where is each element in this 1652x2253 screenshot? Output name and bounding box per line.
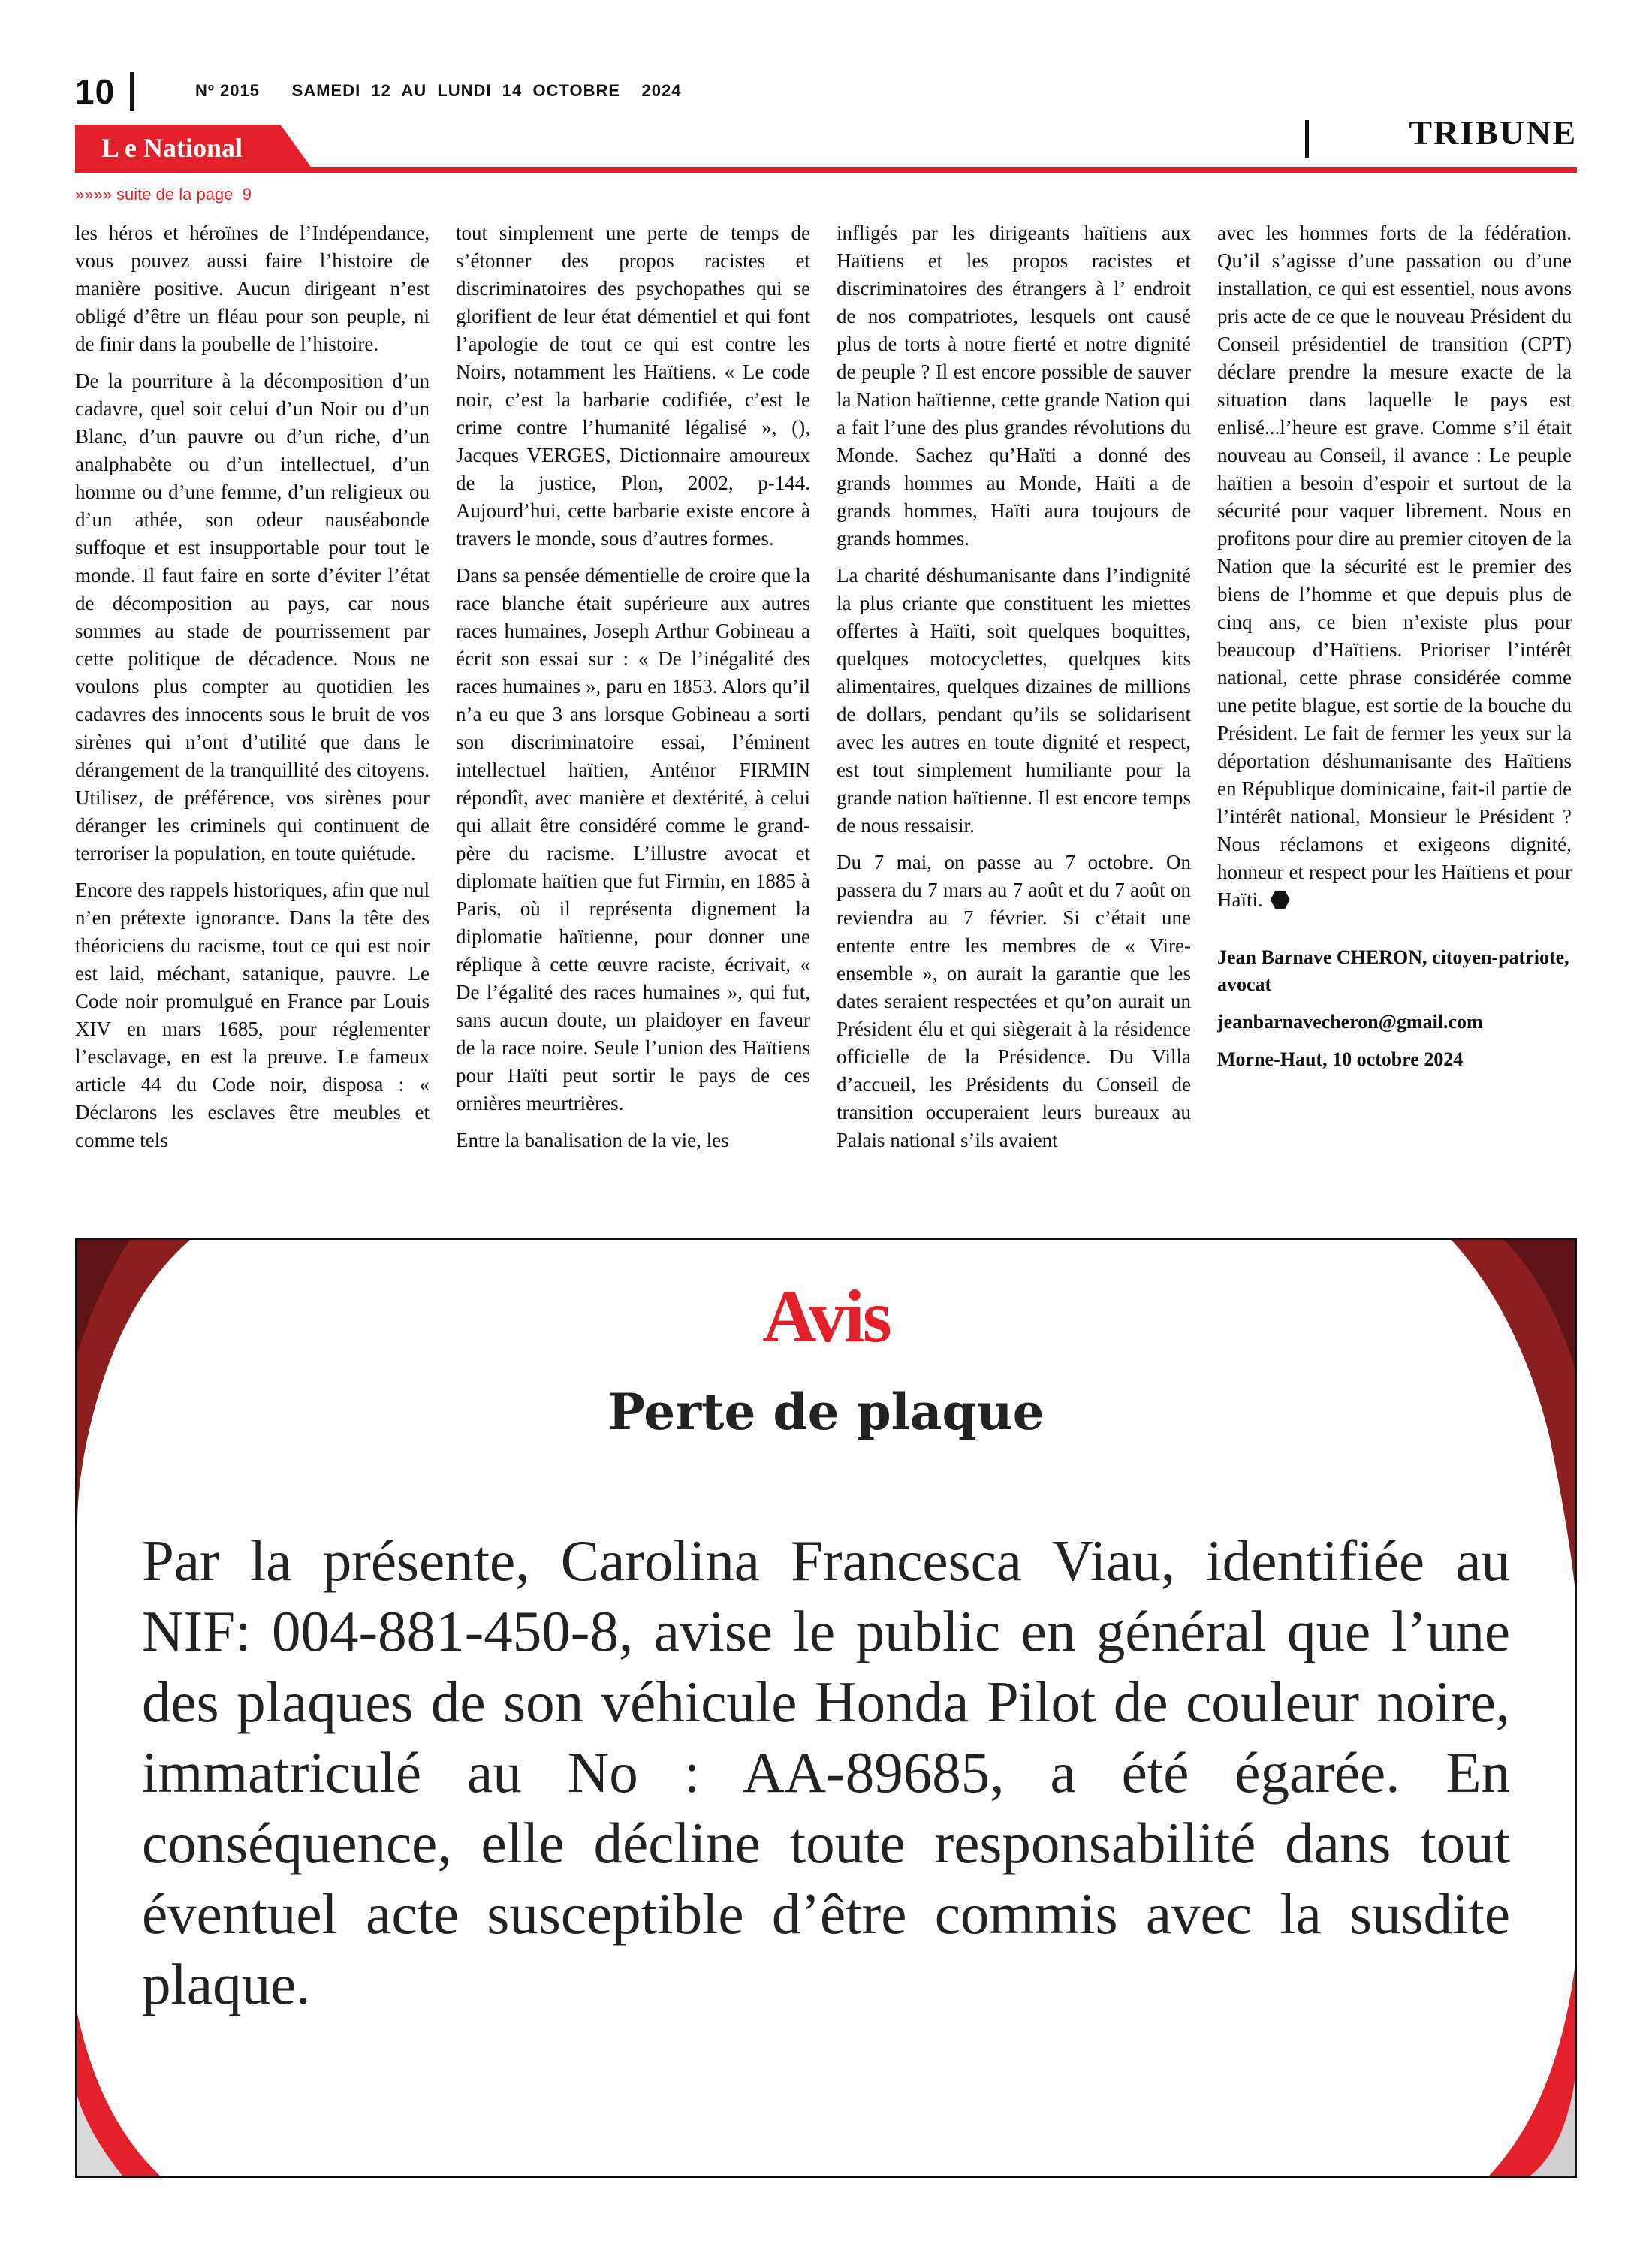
article-column-2 [456,219,810,1205]
paragraph [1217,219,1572,914]
paragraph: infligés par les dirigeants haïtiens aux Haïtiens et les propos racistes et discriminatoires des étrangers à l’ endroit de nos compatriotes, lesquels ont causé plus de torts à notre fierté et notre dignité de peuple ? Il est encore possible de sauver la Nation haïtienne, cette grande Nation qui a fait l’une des plus grandes révolutions du Monde. Sachez qu’Haïti a donné des grands hommes au Monde, Haïti a de grands hommes, Haïti aura toujours de grands hommes. [837,222,1191,550]
section-title: TRIBUNE [1409,113,1577,152]
signature-block [1217,944,1572,1073]
article-column-4 [1217,219,1572,1205]
notice-box [75,1238,1577,2178]
article-column-1 [75,219,430,1205]
paragraph: Du 7 mai, on passe au 7 octobre. On passera du 7 mars au 7 août et du 7 août on reviendra au 7 février. Si c’était une entente entre les membres de « Vire-ensemble », on aurait la garantie que les dates seraient respectées et qu’on aurait un Président élu et qui siègerait à la résidence officielle de la Présidence. Du Villa d’accueil, les Présidents du Conseil de transition occuperaient leurs bureaux au Palais national s’ils avaient [837,851,1191,1151]
notice-title: Avis [762,1274,890,1358]
header-divider [130,72,134,111]
paragraph-text: avec les hommes forts de la fédération. Qu’il s’agisse d’une passation ou d’une installation, ce qui est essentiel, nous avons pris acte de ce que le nouveau Président du Conseil présidentiel de transition (CPT) déclare prendre la mesure exacte de la situation dans laquelle le pays est enlisé...l’heure est grave. Comme s’il était nouveau au Conseil, il avance : Le peuple haïtien a besoin d’espoir et surtout de la sécurité pour vaquer librement. Nous en profitons pour dire au premier citoyen de la Nation que la sécurité est le premier des biens de l’homme et que depuis plus de cinq ans, ce bien n’existe plus pour beaucoup d’Haïtiens. Prioriser l’intérêt national, cette phrase considérée comme une petite blague, est sortie de la bouche du Président. Le fait de fermer les yeux sur la déportation déshumanisante des Haïtiens en République dominicaine, fait-il partie de l’intérêt national, Monsieur le Président ? Nous réclamons et exigeons dignité, honneur et respect pour les Haïtiens et pour Haïti. [1217,222,1572,911]
place-date: Morne-Haut, 10 octobre 2024 [1217,1048,1464,1070]
author-email: jeanbarnavecheron@gmail.com [1217,1011,1483,1033]
issue-date: Nº 2015 SAMEDI 12 AU LUNDI 14 OCTOBRE 2024 [195,81,682,100]
paragraph: De la pourriture à la décomposition d’un cadavre, quel soit celui d’un Noir ou d’un Blanc, d’un pauvre ou d’un riche, d’un analphabète ou d’un intellectuel, d’un homme ou d’une femme, d’un religieux ou d’un athée, son odeur nauséabonde suffoque et est insupportable pour tout le monde. Il faut faire en sorte d’éviter l’état de décomposition au pays, car nous sommes au stade de pourrissement par cette politique de décadence. Nous ne voulons plus compter au quotidien les cadavres des innocents sous le bruit de vos sirènes qui n’ont d’utilité que dans le dérangement de la tranquillité des citoyens. Utilisez, de préférence, vos sirènes pour déranger les criminels qui continuent de terroriser la population, en toute quiétude. [75,369,430,864]
notice-body: Par la présente, Carolina Francesca Viau, identifiée au NIF: 004-881-450-8, avise le public en général que l’une des plaques de son véhicule Honda Pilot de couleur noire, immatriculé au No : AA-89685, a été égarée. En conséquence, elle décline toute responsabilité dans tout éventuel acte susceptible d’être commis avec la susdite plaque. [142,1528,1510,2016]
section-divider [1305,120,1309,158]
paragraph: Dans sa pensée démentielle de croire que la race blanche était supérieure aux autres races humaines, Joseph Arthur Gobineau a écrit son essai sur : « De l’inégalité des races humaines », paru en 1853. Alors qu’il n’a eu que 3 ans lorsque Gobineau a sorti son discriminatoire essai, l’éminent intellectuel haïtien, Anténor FIRMIN répondît, avec manière et dextérité, à celui qui allait être considéré comme le grand-père du racisme. L’illustre avocat et diplomate haïtien que fut Firmin, en 1885 à Paris, où il représenta dignement la diplomatie haïtienne, pour donner une réplique à cette œuvre raciste, écrivait, « De l’égalité des races humaines », qui fut, sans aucun doute, un plaidoyer en faveur de la race noire. Seule l’union des Haïtiens pour Haïti peut sortir le pays de ces ornières meurtrières. [456,564,810,1114]
paragraph: Encore des rappels historiques, afin que nul n’en prétexte ignorance. Dans la tête des théoriciens du racisme, tout ce qui est noir est laid, méchant, satanique, pauvre. Le Code noir promulgué en France par Louis XIV en mars 1685, pour réglementer l’esclavage, en est la preuve. Le fameux article 44 du Code noir, disposa : « Déclarons les esclaves être meubles et comme tels [75,879,430,1151]
continued-from: »»»» suite de la page 9 [75,185,252,204]
article-column-3 [837,219,1191,1205]
newspaper-name: L e National [101,133,243,163]
paragraph: La charité déshumanisante dans l’indignité la plus criante que constituent les miettes offertes à Haïti, soit quelques boquittes, quelques motocyclettes, quelques kits alimentaires, quelques dizaines de millions de dollars, pendant qu’ils se solidarisent avec les autres en toute dignité et respect, est tout simplement humiliante pour la grande nation haïtienne. Il est encore temps de nous ressaisir. [837,564,1191,837]
paragraph: les héros et héroïnes de l’Indépendance, vous pouvez aussi faire l’histoire de manière positive. Aucun dirigeant n’est obligé d’être un fléau pour son peuple, ni de finir dans la poubelle de l’histoire. [75,222,430,355]
notice-subtitle: Perte de plaque [607,1383,1045,1441]
page-number: 10 [75,72,116,111]
author-name: Jean Barnave CHERON, citoyen-patriote, avocat [1217,946,1569,995]
end-of-article-icon [1271,891,1290,909]
page-header [75,69,1577,114]
header-rule [75,167,1577,173]
paragraph: Entre la banalisation de la vie, les [456,1129,729,1151]
paragraph: tout simplement une perte de temps de s’étonner des propos racistes et discriminatoires des psychopathes qui se glorifient de leur état démentiel et qui font l’apologie de tout ce qui est contre les Noirs, notamment les Haïtiens. « Le code noir, c’est la barbarie codifiée, c’est le crime contre l’humanité légalisé », (), Jacques VERGES, Dictionnaire amoureux de la justice, Plon, 2002, p-144. Aujourd’hui, cette barbarie existe encore à travers le monde, sous d’autres formes. [456,222,810,550]
